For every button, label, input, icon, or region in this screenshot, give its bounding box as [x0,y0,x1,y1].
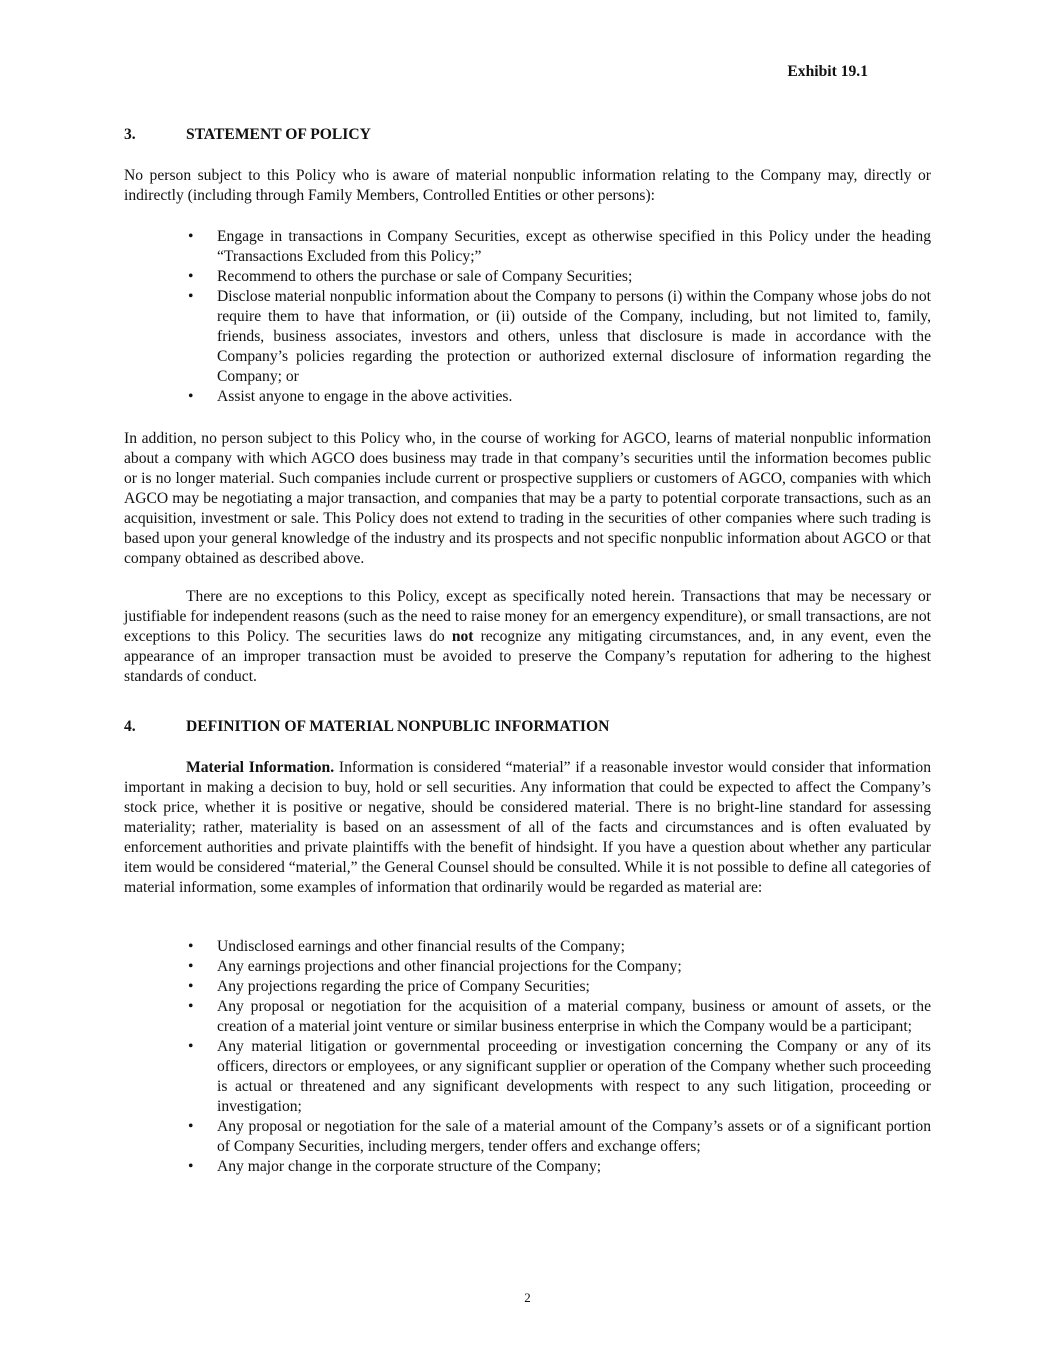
list-item-text: Any earnings projections and other financial projections for the Company; [217,958,682,975]
list-item [124,1117,931,1157]
section-3-intro: No person subject to this Policy who is aware of material nonpublic information relating to the Company may, directly or indirectly (including through Family Members, Controlled Entities or other persons): [124,167,931,204]
list-item [124,227,931,267]
section-3-heading [124,125,934,145]
bullet-icon: • [188,958,194,975]
bullet-icon: • [188,938,194,955]
bullet-icon: • [188,268,194,285]
bullet-icon: • [188,388,194,405]
bullet-icon: • [188,1118,194,1135]
bullet-icon: • [188,288,194,305]
list-item-text: Any proposal or negotiation for the acquisition of a material company, business or amount of assets, or the creation of a material joint venture or similar business enterprise in which the Company would be a participant; [217,998,931,1035]
exhibit-label: Exhibit 19.1 [787,63,868,80]
list-item-text: Any major change in the corporate structure of the Company; [217,1158,602,1175]
bullet-icon: • [188,1038,194,1055]
bullet-icon: • [188,1158,194,1175]
list-item [124,997,931,1037]
page-number: 2 [524,1290,531,1305]
exceptions-emphasis: not [451,628,474,645]
list-item [124,267,931,287]
section-4-bullet-list [124,937,931,1177]
list-item [124,957,931,977]
list-item-text: Undisclosed earnings and other financial results of the Company; [217,938,625,955]
list-item [124,1037,931,1117]
list-item [124,287,931,387]
bullet-icon: • [188,978,194,995]
section-3-exceptions-paragraph [124,587,931,687]
list-item-text: Any projections regarding the price of Company Securities; [217,978,590,995]
bullet-icon: • [188,998,194,1015]
list-item [124,387,931,407]
section-4-heading [124,717,934,737]
list-item-text: Any material litigation or governmental proceeding or investigation concerning the Company or any of its officers, directors or employees, or any significant supplier or operation of the Company whether such proceeding is actual or threatened and any significant developments with respect to any such litigation, proceeding or investigation; [217,1038,931,1115]
section-3-addition-paragraph: In addition, no person subject to this Policy who, in the course of working for AGCO, learns of material nonpublic information about a company with which AGCO does business may trade in that company’s securities until the information becomes public or is no longer material. Such companies include current or prospective suppliers or customers of AGCO, companies with which AGCO may be negotiating a major transaction, and companies that may be a party to potential corporate transactions, such as an acquisition, investment or sale. This Policy does not extend to trading in the securities of other companies where such trading is based upon your general knowledge of the industry and its prospects and not specific nonpublic information about AGCO or that company obtained as described above. [124,430,931,567]
exceptions-text-end: recognize any mitigating circumstances, and, in any event, even the appearance of an improper transaction must be avoided to preserve the Company’s reputation for adhering to the highest standards of conduct. [124,628,932,685]
list-item-text: Any proposal or negotiation for the sale of a material amount of the Company’s assets or of a significant portion of Company Securities, including mergers, tender offers and exchange offers; [217,1118,931,1155]
section-4-title: DEFINITION OF MATERIAL NONPUBLIC INFORMATION [186,718,610,735]
section-3-title: STATEMENT OF POLICY [186,126,371,143]
material-information-paragraph [124,758,931,898]
list-item-text: Assist anyone to engage in the above activities. [217,388,513,405]
list-item [124,937,931,957]
section-3-number: 3. [124,126,136,143]
section-4-number: 4. [124,718,136,735]
bullet-icon: • [188,228,194,245]
list-item [124,1157,931,1177]
section-3-bullet-list [124,227,931,407]
material-information-label: Material Information. [186,759,335,776]
exceptions-text-start: There are no exceptions to this Policy, except as specifically noted herein. Transactions that may be necessary or justifiable for independent reasons (such as the need to raise money for an emergency expenditure), or small transactions, are not exceptions to this Policy. The securities laws do [124,588,931,645]
list-item [124,977,931,997]
list-item-text: Disclose material nonpublic information about the Company to persons (i) within the Company whose jobs do not require them to have that information, or (ii) outside of the Company, including, but not limited to, family, friends, business associates, investors and others, unless that disclosure is made in accordance with the Company’s policies regarding the protection or authorized external disclosure of information regarding the Company; or [217,288,931,385]
material-information-text: Information is considered “material” if a reasonable investor would consider that information important in making a decision to buy, hold or sell securities. Any information that could be expected to affect the Company’s stock price, whether it is positive or negative, should be considered material. There is no bright-line standard for assessing materiality; rather, materiality is based on an assessment of all of the facts and circumstances and is often evaluated by enforcement authorities and private plaintiffs with the benefit of hindsight. If you have a question about whether any particular item would be considered “material,” the General Counsel should be consulted. While it is not possible to define all categories of material information, some examples of information that ordinarily would be regarded as material are: [124,759,931,896]
list-item-text: Recommend to others the purchase or sale of Company Securities; [217,268,633,285]
list-item-text: Engage in transactions in Company Securities, except as otherwise specified in this Policy under the heading “Transactions Excluded from this Policy;” [217,228,931,265]
